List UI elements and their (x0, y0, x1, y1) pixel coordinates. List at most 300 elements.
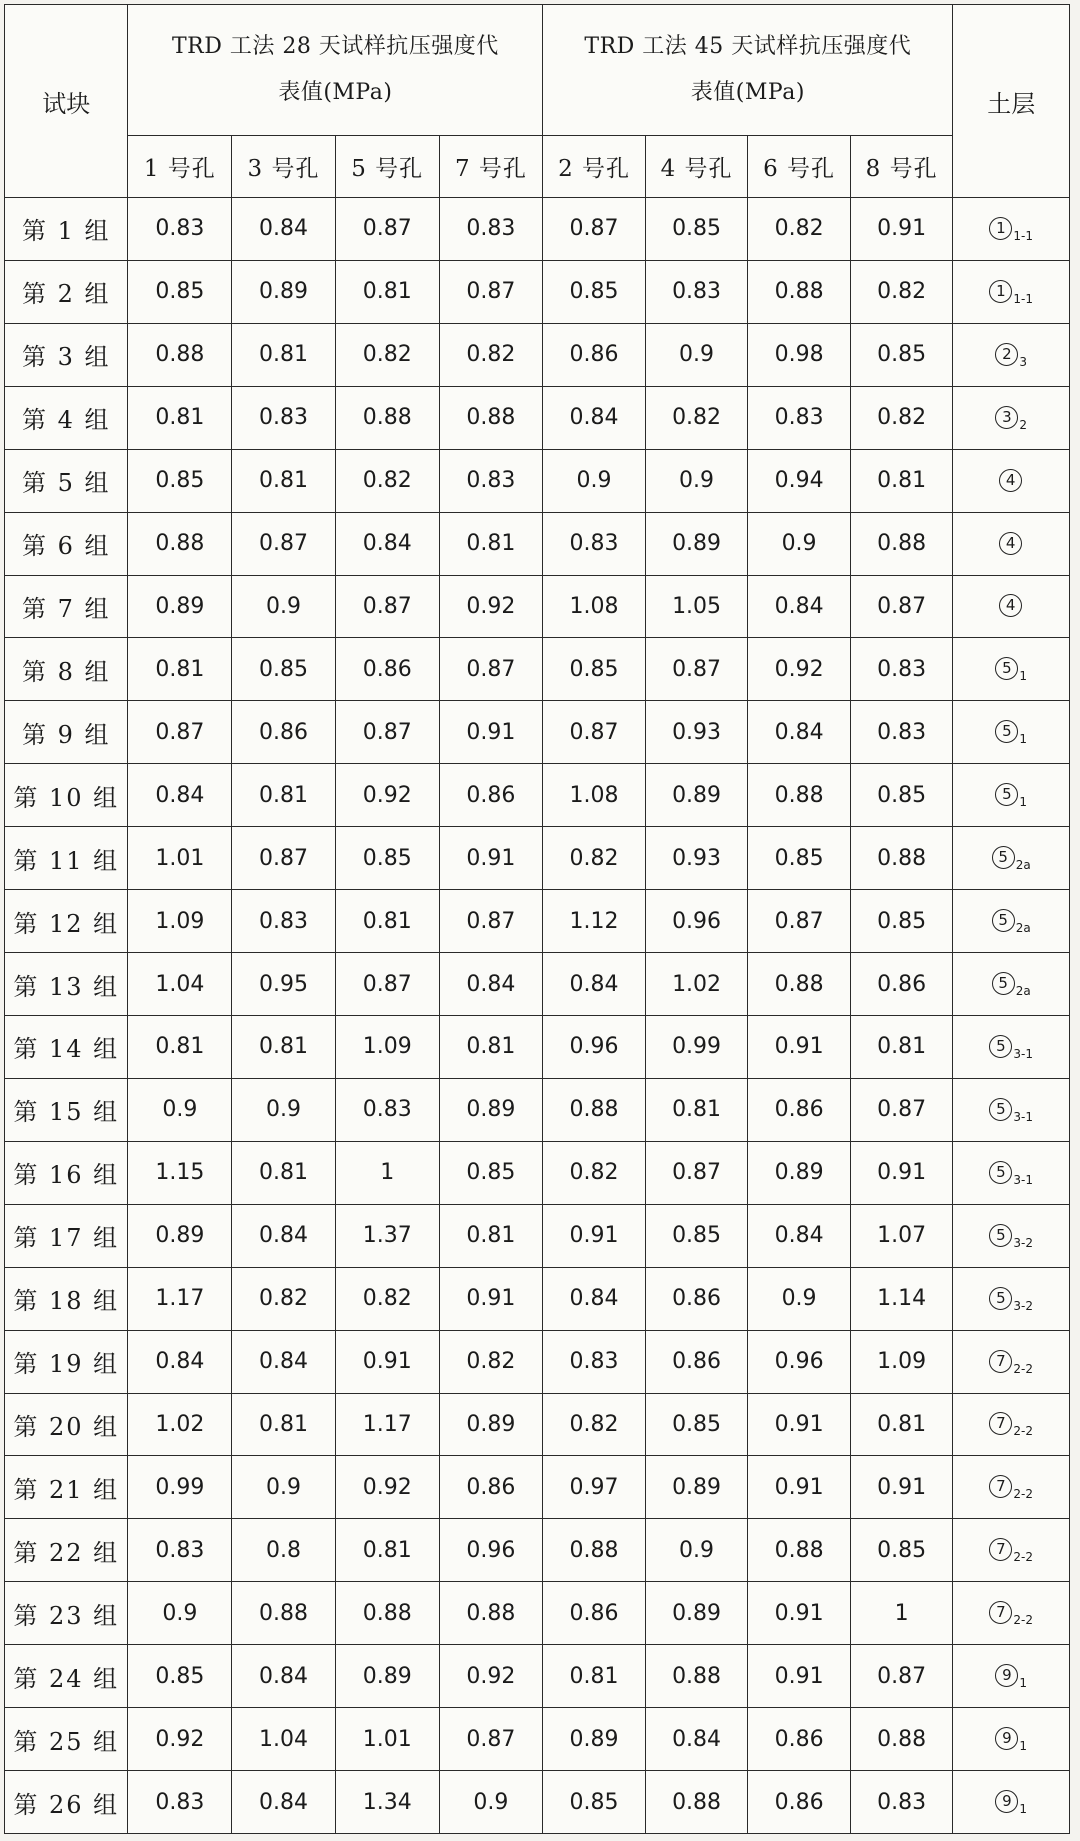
hole-header: 2 号孔 (543, 136, 646, 198)
soil-layer-cell (953, 1267, 1070, 1330)
strength-value-cell: 0.89 (645, 1582, 748, 1645)
soil-layer-subscript: 2a (1015, 858, 1031, 873)
strength-value-cell: 0.87 (439, 260, 543, 323)
strength-value-cell: 0.91 (748, 1015, 851, 1078)
specimen-group-cell: 第 21 组 (5, 1456, 128, 1519)
soil-layer-cell (953, 198, 1070, 261)
strength-value-cell: 0.84 (128, 764, 232, 827)
specimen-group-cell: 第 15 组 (5, 1078, 128, 1141)
strength-value-cell: 0.82 (543, 827, 646, 890)
strength-value-cell: 0.87 (850, 575, 953, 638)
strength-value-cell: 0.83 (748, 386, 851, 449)
specimen-group-cell: 第 10 组 (5, 764, 128, 827)
specimen-group-cell: 第 12 组 (5, 890, 128, 953)
strength-value-cell: 1 (850, 1582, 953, 1645)
soil-layer-subscript: 1 (1019, 1676, 1028, 1691)
strength-value-cell: 0.92 (439, 1645, 543, 1708)
strength-value-cell: 0.84 (748, 701, 851, 764)
soil-layer-cell (953, 575, 1070, 638)
soil-layer-header: 土层 (953, 5, 1070, 198)
soil-layer-number: 7 (989, 1475, 1012, 1498)
soil-layer-subscript: 2-2 (1013, 1424, 1033, 1439)
soil-layer-number: 9 (995, 1727, 1018, 1750)
strength-value-cell: 0.84 (543, 953, 646, 1016)
strength-value-cell: 0.86 (439, 764, 543, 827)
strength-value-cell: 0.9 (645, 1519, 748, 1582)
table-row (5, 1645, 1070, 1708)
strength-value-cell: 0.85 (543, 260, 646, 323)
table-row (5, 827, 1070, 890)
strength-value-cell: 0.92 (128, 1708, 232, 1771)
soil-layer-number: 9 (995, 1664, 1018, 1687)
soil-layer-cell (953, 638, 1070, 701)
strength-value-cell: 0.81 (232, 449, 336, 512)
strength-value-cell: 0.92 (335, 764, 439, 827)
soil-layer-cell (953, 1141, 1070, 1204)
strength-value-cell: 0.84 (232, 198, 336, 261)
strength-value-cell: 0.85 (439, 1141, 543, 1204)
strength-value-cell: 0.83 (232, 890, 336, 953)
strength-value-cell: 0.85 (128, 260, 232, 323)
soil-layer-cell (953, 890, 1070, 953)
soil-layer-cell (953, 1582, 1070, 1645)
strength-value-cell: 0.88 (748, 953, 851, 1016)
strength-value-cell: 0.96 (543, 1015, 646, 1078)
strength-value-cell: 0.86 (335, 638, 439, 701)
strength-value-cell: 0.89 (335, 1645, 439, 1708)
strength-table (4, 4, 1070, 1834)
strength-value-cell: 0.83 (232, 386, 336, 449)
soil-layer-number: 3 (995, 406, 1018, 429)
table-row (5, 1330, 1070, 1393)
strength-value-cell: 0.87 (850, 1078, 953, 1141)
strength-value-cell: 1.14 (850, 1267, 953, 1330)
soil-layer-cell (953, 323, 1070, 386)
strength-value-cell: 0.85 (850, 764, 953, 827)
strength-value-cell: 0.82 (232, 1267, 336, 1330)
strength-value-cell: 0.9 (232, 575, 336, 638)
strength-value-cell: 0.84 (232, 1645, 336, 1708)
strength-value-cell: 0.86 (850, 953, 953, 1016)
strength-value-cell: 0.83 (128, 1519, 232, 1582)
specimen-group-cell: 第 8 组 (5, 638, 128, 701)
group-28day-header (128, 5, 543, 136)
strength-value-cell: 0.88 (335, 1582, 439, 1645)
hole-header: 5 号孔 (335, 136, 439, 198)
strength-value-cell: 0.8 (232, 1519, 336, 1582)
strength-value-cell: 0.87 (645, 638, 748, 701)
strength-value-cell: 0.91 (850, 1456, 953, 1519)
strength-value-cell: 0.89 (645, 512, 748, 575)
strength-value-cell: 0.82 (439, 1330, 543, 1393)
strength-value-cell: 0.83 (850, 701, 953, 764)
strength-value-cell: 0.92 (335, 1456, 439, 1519)
strength-value-cell: 0.88 (232, 1582, 336, 1645)
strength-value-cell: 1.08 (543, 764, 646, 827)
soil-layer-cell (953, 260, 1070, 323)
strength-value-cell: 0.99 (645, 1015, 748, 1078)
strength-value-cell: 0.83 (850, 638, 953, 701)
strength-value-cell: 0.81 (335, 890, 439, 953)
strength-value-cell: 0.87 (439, 1708, 543, 1771)
strength-value-cell: 1.02 (645, 953, 748, 1016)
table-row (5, 764, 1070, 827)
strength-value-cell: 0.87 (128, 701, 232, 764)
strength-value-cell: 0.85 (232, 638, 336, 701)
strength-value-cell: 1.15 (128, 1141, 232, 1204)
strength-value-cell: 1.17 (335, 1393, 439, 1456)
soil-layer-number: 5 (989, 1035, 1012, 1058)
soil-layer-cell (953, 764, 1070, 827)
soil-layer-cell (953, 386, 1070, 449)
strength-value-cell: 0.89 (439, 1393, 543, 1456)
strength-value-cell: 0.86 (748, 1078, 851, 1141)
soil-layer-cell (953, 449, 1070, 512)
strength-value-cell: 0.83 (439, 198, 543, 261)
strength-value-cell: 1.01 (128, 827, 232, 890)
strength-value-cell: 0.9 (645, 323, 748, 386)
soil-layer-subscript: 1 (1019, 795, 1028, 810)
strength-value-cell: 0.81 (543, 1645, 646, 1708)
soil-layer-subscript: 2-2 (1013, 1550, 1033, 1565)
soil-layer-subscript: 3 (1019, 354, 1028, 369)
strength-value-cell: 0.96 (645, 890, 748, 953)
soil-layer-number: 5 (989, 1161, 1012, 1184)
soil-layer-cell (953, 1015, 1070, 1078)
strength-value-cell: 0.85 (128, 1645, 232, 1708)
specimen-group-cell: 第 18 组 (5, 1267, 128, 1330)
soil-layer-subscript: 3-1 (1013, 1109, 1033, 1124)
strength-value-cell: 0.9 (645, 449, 748, 512)
strength-value-cell: 0.88 (543, 1519, 646, 1582)
table-row (5, 575, 1070, 638)
strength-value-cell: 0.83 (128, 198, 232, 261)
soil-layer-subscript: 3-2 (1013, 1298, 1033, 1313)
table-row (5, 1015, 1070, 1078)
strength-value-cell: 1 (335, 1141, 439, 1204)
strength-value-cell: 0.85 (850, 323, 953, 386)
strength-value-cell: 0.81 (232, 764, 336, 827)
table-row (5, 512, 1070, 575)
specimen-group-cell: 第 14 组 (5, 1015, 128, 1078)
soil-layer-subscript: 2-2 (1013, 1361, 1033, 1376)
table-row (5, 701, 1070, 764)
strength-value-cell: 0.9 (543, 449, 646, 512)
soil-layer-cell (953, 1456, 1070, 1519)
strength-value-cell: 0.88 (850, 1708, 953, 1771)
strength-value-cell: 0.82 (748, 198, 851, 261)
strength-value-cell: 0.88 (439, 386, 543, 449)
specimen-group-cell: 第 16 组 (5, 1141, 128, 1204)
strength-value-cell: 0.87 (645, 1141, 748, 1204)
soil-layer-cell (953, 512, 1070, 575)
strength-value-cell: 0.88 (128, 512, 232, 575)
strength-value-cell: 0.88 (439, 1582, 543, 1645)
table-row (5, 323, 1070, 386)
strength-value-cell: 0.81 (850, 449, 953, 512)
specimen-group-cell: 第 9 组 (5, 701, 128, 764)
soil-layer-number: 5 (995, 720, 1018, 743)
strength-value-cell: 0.9 (439, 1771, 543, 1834)
specimen-group-cell: 第 19 组 (5, 1330, 128, 1393)
hole-header: 1 号孔 (128, 136, 232, 198)
strength-value-cell: 1.12 (543, 890, 646, 953)
soil-layer-number: 7 (989, 1412, 1012, 1435)
specimen-group-cell: 第 24 组 (5, 1645, 128, 1708)
strength-value-cell: 1.04 (128, 953, 232, 1016)
strength-value-cell: 0.87 (335, 575, 439, 638)
soil-layer-subscript: 2-2 (1013, 1613, 1033, 1628)
specimen-group-cell: 第 3 组 (5, 323, 128, 386)
strength-value-cell: 1.07 (850, 1204, 953, 1267)
strength-value-cell: 0.81 (232, 1393, 336, 1456)
strength-value-cell: 0.88 (645, 1645, 748, 1708)
soil-layer-subscript: 1 (1019, 732, 1028, 747)
strength-value-cell: 1.05 (645, 575, 748, 638)
specimen-group-cell: 第 2 组 (5, 260, 128, 323)
strength-value-cell: 0.82 (543, 1393, 646, 1456)
strength-value-cell: 0.88 (543, 1078, 646, 1141)
strength-value-cell: 0.81 (335, 1519, 439, 1582)
specimen-group-cell: 第 26 组 (5, 1771, 128, 1834)
strength-value-cell: 0.84 (128, 1330, 232, 1393)
soil-layer-number: 5 (992, 846, 1015, 869)
strength-value-cell: 0.88 (850, 827, 953, 890)
specimen-group-cell: 第 1 组 (5, 198, 128, 261)
specimen-header: 试块 (5, 5, 128, 198)
strength-value-cell: 1.02 (128, 1393, 232, 1456)
strength-value-cell: 0.88 (850, 512, 953, 575)
strength-value-cell: 0.87 (439, 890, 543, 953)
table-row (5, 953, 1070, 1016)
soil-layer-number: 5 (995, 657, 1018, 680)
strength-value-cell: 0.83 (645, 260, 748, 323)
strength-value-cell: 0.82 (645, 386, 748, 449)
strength-value-cell: 0.87 (232, 827, 336, 890)
table-row (5, 638, 1070, 701)
strength-value-cell: 0.85 (645, 1204, 748, 1267)
specimen-group-cell: 第 7 组 (5, 575, 128, 638)
specimen-group-cell: 第 20 组 (5, 1393, 128, 1456)
strength-value-cell: 0.91 (439, 701, 543, 764)
hole-header: 7 号孔 (439, 136, 543, 198)
soil-layer-subscript: 1 (1019, 1739, 1028, 1754)
soil-layer-number: 7 (989, 1538, 1012, 1561)
strength-value-cell: 0.82 (850, 386, 953, 449)
strength-value-cell: 0.92 (748, 638, 851, 701)
strength-value-cell: 0.99 (128, 1456, 232, 1519)
table-row (5, 386, 1070, 449)
strength-value-cell: 0.98 (748, 323, 851, 386)
strength-value-cell: 1.34 (335, 1771, 439, 1834)
strength-value-cell: 0.87 (850, 1645, 953, 1708)
hole-header: 4 号孔 (645, 136, 748, 198)
header-row-holes (5, 136, 1070, 198)
table-row (5, 1204, 1070, 1267)
strength-value-cell: 0.83 (335, 1078, 439, 1141)
strength-value-cell: 0.95 (232, 953, 336, 1016)
specimen-group-cell: 第 13 组 (5, 953, 128, 1016)
strength-value-cell: 0.84 (335, 512, 439, 575)
soil-layer-cell (953, 1330, 1070, 1393)
strength-value-cell: 0.81 (439, 1015, 543, 1078)
table-row (5, 449, 1070, 512)
strength-value-cell: 0.91 (543, 1204, 646, 1267)
soil-layer-cell (953, 1519, 1070, 1582)
strength-value-cell: 0.85 (645, 1393, 748, 1456)
strength-value-cell: 0.91 (850, 1141, 953, 1204)
strength-value-cell: 0.84 (232, 1204, 336, 1267)
strength-value-cell: 0.85 (128, 449, 232, 512)
strength-value-cell: 1.17 (128, 1267, 232, 1330)
soil-layer-number: 1 (989, 280, 1012, 303)
strength-value-cell: 0.88 (645, 1771, 748, 1834)
strength-value-cell: 0.81 (128, 638, 232, 701)
group-45day-title-line2: 表值(MPa) (690, 80, 805, 105)
strength-value-cell: 0.85 (748, 827, 851, 890)
strength-value-cell: 0.9 (748, 1267, 851, 1330)
strength-value-cell: 0.91 (335, 1330, 439, 1393)
strength-value-cell: 0.87 (335, 701, 439, 764)
strength-value-cell: 0.91 (439, 1267, 543, 1330)
strength-value-cell: 0.85 (543, 1771, 646, 1834)
strength-value-cell: 0.84 (543, 386, 646, 449)
strength-value-cell: 0.88 (128, 323, 232, 386)
strength-value-cell: 0.85 (850, 1519, 953, 1582)
specimen-group-cell: 第 22 组 (5, 1519, 128, 1582)
strength-value-cell: 0.89 (232, 260, 336, 323)
strength-value-cell: 0.81 (850, 1015, 953, 1078)
strength-value-cell: 0.94 (748, 449, 851, 512)
soil-layer-cell (953, 1204, 1070, 1267)
strength-value-cell: 0.82 (850, 260, 953, 323)
strength-value-cell: 0.82 (543, 1141, 646, 1204)
soil-layer-cell (953, 1771, 1070, 1834)
hole-header: 8 号孔 (850, 136, 953, 198)
table-header (5, 5, 1070, 198)
group-45day-title-line1: TRD 工法 45 天试样抗压强度代 (584, 34, 912, 59)
soil-layer-subscript: 2a (1015, 984, 1031, 999)
strength-value-cell: 0.91 (748, 1456, 851, 1519)
strength-value-cell: 0.85 (335, 827, 439, 890)
strength-value-cell: 0.85 (850, 890, 953, 953)
strength-value-cell: 0.9 (128, 1078, 232, 1141)
strength-value-cell: 0.83 (439, 449, 543, 512)
strength-value-cell: 0.86 (543, 323, 646, 386)
strength-value-cell: 0.87 (748, 890, 851, 953)
soil-layer-number: 5 (992, 972, 1015, 995)
strength-value-cell: 0.81 (645, 1078, 748, 1141)
strength-value-cell: 0.86 (543, 1582, 646, 1645)
soil-layer-number: 5 (992, 909, 1015, 932)
document-sheet (4, 4, 1070, 1834)
strength-value-cell: 0.83 (543, 1330, 646, 1393)
strength-value-cell: 0.9 (748, 512, 851, 575)
strength-value-cell: 0.87 (335, 198, 439, 261)
strength-value-cell: 0.93 (645, 701, 748, 764)
soil-layer-cell (953, 827, 1070, 890)
strength-value-cell: 1.09 (128, 890, 232, 953)
strength-value-cell: 0.87 (439, 638, 543, 701)
soil-layer-subscript: 2 (1019, 417, 1028, 432)
strength-value-cell: 0.81 (128, 386, 232, 449)
strength-value-cell: 0.86 (645, 1267, 748, 1330)
soil-layer-number: 5 (995, 783, 1018, 806)
strength-value-cell: 0.96 (439, 1519, 543, 1582)
table-row (5, 1267, 1070, 1330)
specimen-group-cell: 第 5 组 (5, 449, 128, 512)
strength-value-cell: 0.86 (439, 1456, 543, 1519)
table-row (5, 1456, 1070, 1519)
soil-layer-number: 4 (999, 594, 1022, 617)
strength-value-cell: 0.84 (748, 1204, 851, 1267)
specimen-group-cell: 第 11 组 (5, 827, 128, 890)
strength-value-cell: 0.9 (232, 1456, 336, 1519)
strength-value-cell: 0.91 (748, 1645, 851, 1708)
table-row (5, 1519, 1070, 1582)
specimen-group-cell: 第 6 组 (5, 512, 128, 575)
table-row (5, 1771, 1070, 1834)
soil-layer-cell (953, 953, 1070, 1016)
strength-value-cell: 0.82 (439, 323, 543, 386)
soil-layer-number: 1 (989, 217, 1012, 240)
strength-value-cell: 0.84 (645, 1708, 748, 1771)
strength-value-cell: 0.85 (645, 198, 748, 261)
strength-value-cell: 0.88 (748, 1519, 851, 1582)
strength-value-cell: 0.83 (543, 512, 646, 575)
strength-value-cell: 1.09 (335, 1015, 439, 1078)
strength-value-cell: 0.91 (748, 1582, 851, 1645)
strength-value-cell: 0.87 (543, 198, 646, 261)
strength-value-cell: 0.89 (543, 1708, 646, 1771)
strength-value-cell: 0.89 (128, 1204, 232, 1267)
strength-value-cell: 0.82 (335, 323, 439, 386)
strength-value-cell: 0.89 (748, 1141, 851, 1204)
strength-value-cell: 0.88 (335, 386, 439, 449)
strength-value-cell: 0.81 (850, 1393, 953, 1456)
group-45day-header (543, 5, 953, 136)
strength-value-cell: 1.08 (543, 575, 646, 638)
table-row (5, 1393, 1070, 1456)
soil-layer-subscript: 1-1 (1013, 228, 1033, 243)
strength-value-cell: 0.97 (543, 1456, 646, 1519)
table-row (5, 260, 1070, 323)
strength-value-cell: 0.81 (232, 323, 336, 386)
soil-layer-subscript: 2-2 (1013, 1487, 1033, 1502)
strength-value-cell: 0.81 (439, 1204, 543, 1267)
strength-value-cell: 0.87 (335, 953, 439, 1016)
strength-value-cell: 0.83 (128, 1771, 232, 1834)
strength-value-cell: 0.81 (128, 1015, 232, 1078)
strength-value-cell: 0.81 (232, 1015, 336, 1078)
strength-value-cell: 0.93 (645, 827, 748, 890)
strength-value-cell: 0.84 (232, 1771, 336, 1834)
soil-layer-subscript: 3-2 (1013, 1235, 1033, 1250)
table-body (5, 198, 1070, 1834)
soil-layer-cell (953, 1708, 1070, 1771)
soil-layer-cell (953, 701, 1070, 764)
soil-layer-number: 9 (995, 1790, 1018, 1813)
strength-value-cell: 0.81 (439, 512, 543, 575)
table-row (5, 1078, 1070, 1141)
strength-value-cell: 0.82 (335, 1267, 439, 1330)
strength-value-cell: 0.91 (748, 1393, 851, 1456)
strength-value-cell: 0.86 (232, 701, 336, 764)
soil-layer-subscript: 2a (1015, 921, 1031, 936)
table-row (5, 1141, 1070, 1204)
strength-value-cell: 0.89 (645, 1456, 748, 1519)
strength-value-cell: 0.86 (748, 1708, 851, 1771)
